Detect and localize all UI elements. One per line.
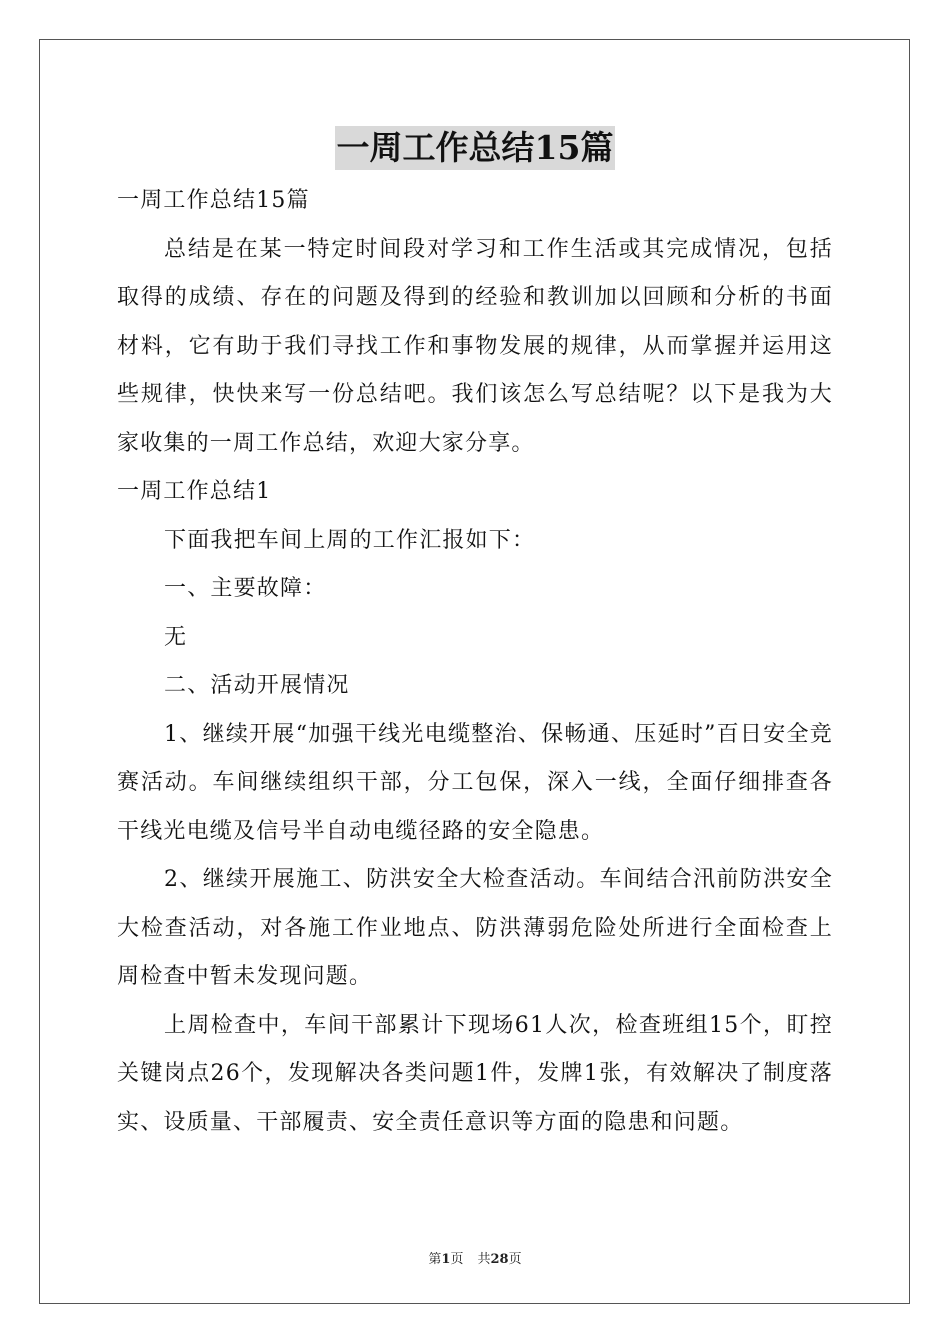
list-item: 2、继续开展施工、防洪安全大检查活动。车间结合汛前防洪安全大检查活动，对各施工作业地点、防洪薄弱危险处所进行全面检查上周检查中暂未发现问题。 bbox=[117, 867, 833, 989]
paragraph-intro: 总结是在某一特定时间段对学习和工作生活或其完成情况，包括取得的成绩、存在的问题及得到的经验和教训加以回顾和分析的书面材料，它有助于我们寻找工作和事物发展的规律，从而掌握并运用这些规律，快快来写一份总结吧。我们该怎么写总结呢？以下是我为大家收集的一周工作总结，欢迎大家分享。 bbox=[117, 236, 833, 456]
page-total: 28 bbox=[490, 1252, 509, 1267]
total-suffix: 页 bbox=[508, 1252, 522, 1267]
total-prefix: 共 bbox=[477, 1252, 491, 1267]
document-title: 一周工作总结15篇 bbox=[335, 126, 616, 170]
page-suffix: 页 bbox=[450, 1252, 464, 1267]
list-heading: 二、活动开展情况 bbox=[164, 673, 350, 698]
document-body bbox=[117, 177, 833, 1147]
page-prefix: 第 bbox=[428, 1252, 442, 1267]
paragraph: 下面我把车间上周的工作汇报如下： bbox=[164, 527, 536, 553]
title-container bbox=[0, 126, 950, 170]
list-item: 1、继续开展“加强干线光电缆整治、保畅通、压延时”百日安全竞赛活动。车间继续组织干部，分工包保，深入一线，全面仔细排查各干线光电缆及信号半自动电缆径路的安全隐患。 bbox=[117, 721, 833, 844]
paragraph: 无 bbox=[164, 624, 188, 650]
page-footer bbox=[0, 1248, 950, 1267]
page-current: 1 bbox=[441, 1252, 451, 1267]
list-heading: 一、主要故障： bbox=[164, 576, 327, 601]
paragraph-subtitle: 一周工作总结15篇 bbox=[117, 188, 310, 213]
section-heading: 一周工作总结1 bbox=[117, 479, 272, 504]
paragraph: 上周检查中，车间干部累计下现场61人次，检查班组15个，盯控关键岗点26个，发现解决各类问题1件，发牌1张，有效解决了制度落实、设质量、干部履责、安全责任意识等方面的隐患和问题。 bbox=[117, 1012, 833, 1135]
